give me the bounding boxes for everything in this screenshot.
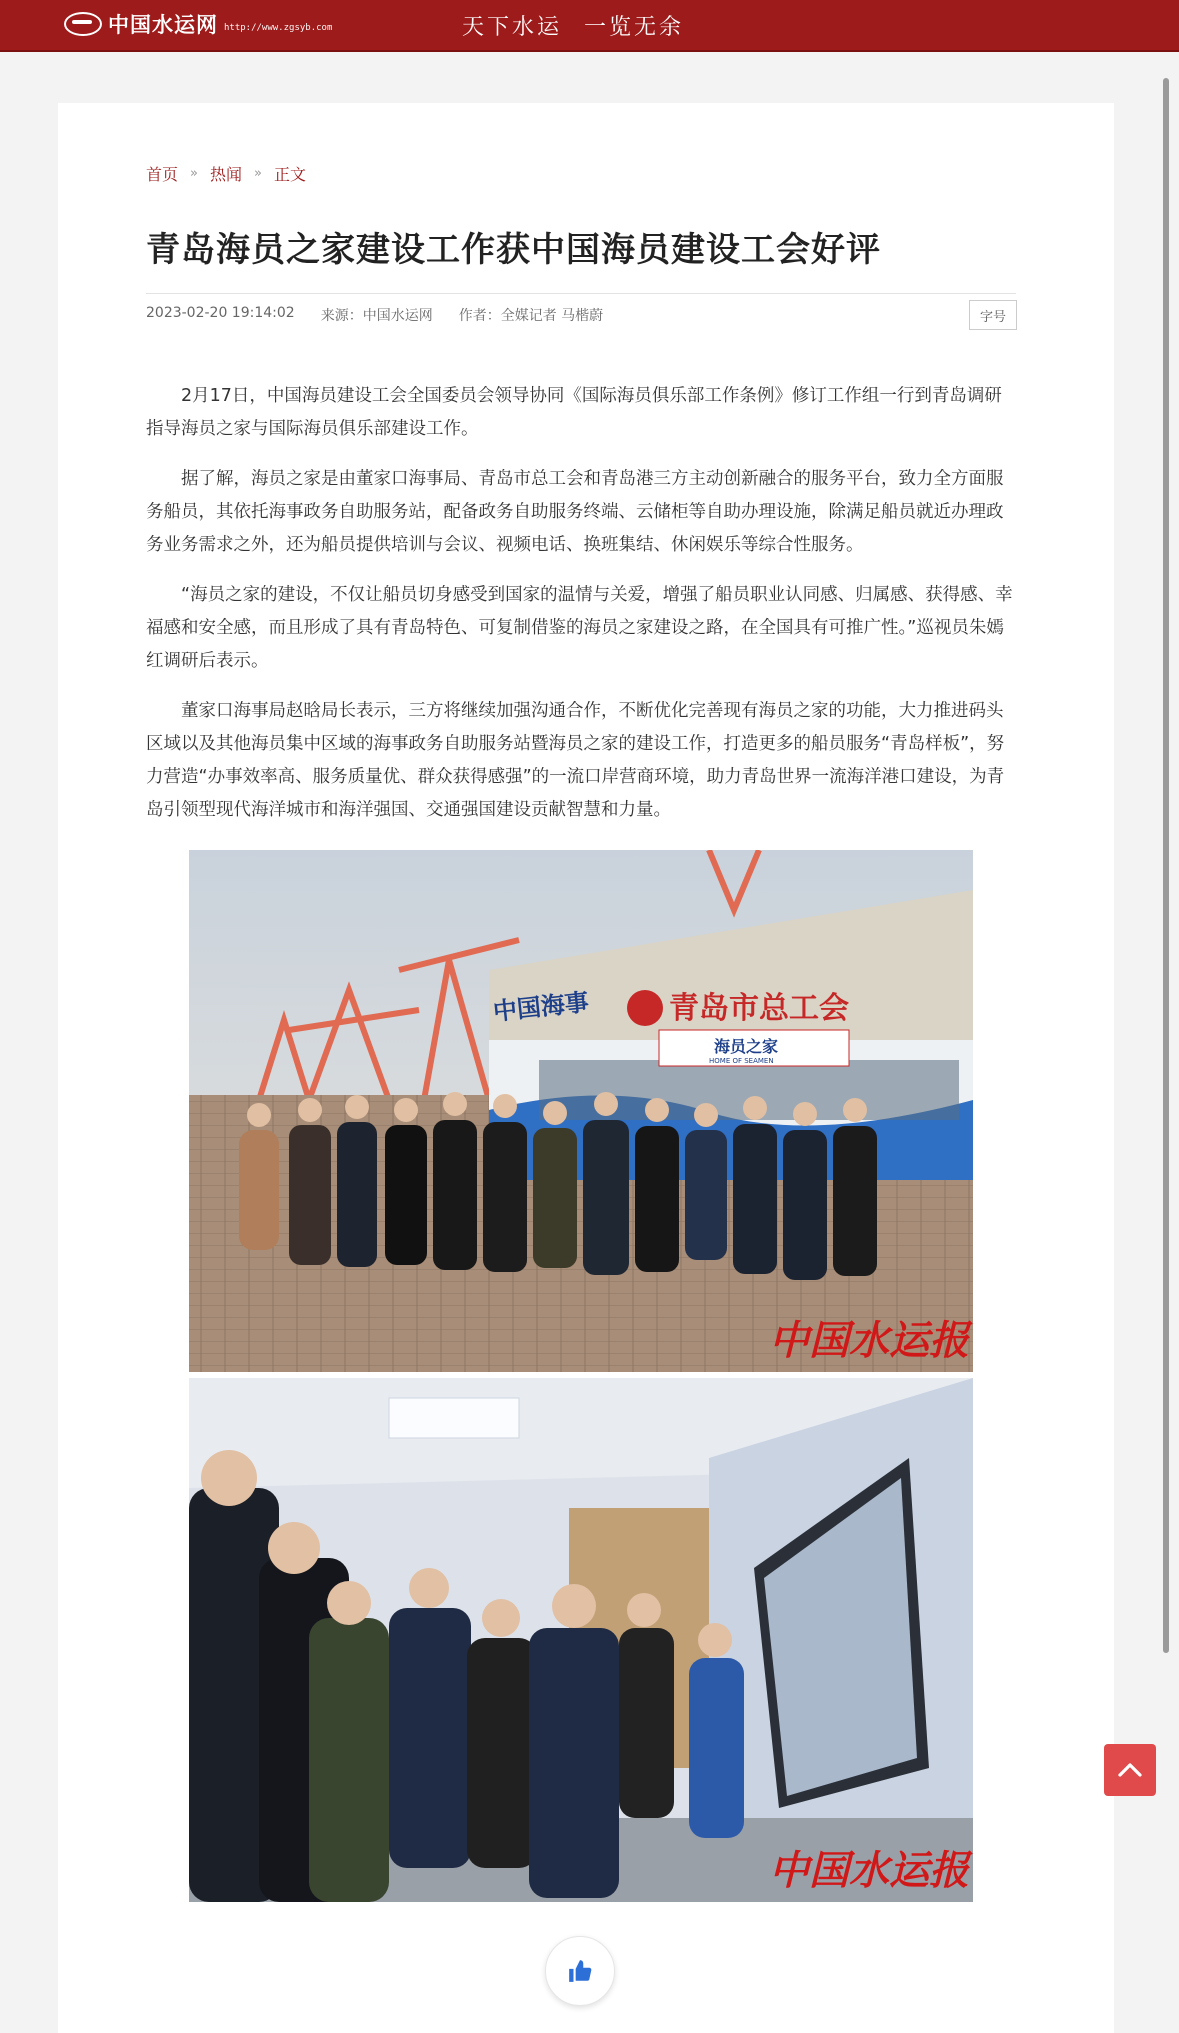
article-photo-indoor — [189, 1378, 973, 1902]
logo-url: http://www.zgsyb.com — [224, 23, 333, 33]
article-title: 青岛海员之家建设工作获中国海员建设工会好评 — [146, 230, 881, 270]
breadcrumb-home[interactable]: 首页 — [146, 165, 179, 184]
article-paragraph: “海员之家的建设，不仅让船员切身感受到国家的温情与关爱，增强了船员职业认同感、归属感、获得感、幸福感和安全感，而且形成了具有青岛特色、可复制借鉴的海员之家建设之路，在全国具有可推广性。”巡视员朱嫣红调研后表示。 — [146, 585, 1013, 671]
breadcrumb-separator: » — [190, 166, 198, 181]
article-paragraph: 2月17日，中国海员建设工会全国委员会领导协同《国际海员俱乐部工作条例》修订工作组一行到青岛调研指导海员之家与国际海员俱乐部建设工作。 — [146, 386, 1002, 439]
page-scrollbar[interactable] — [1163, 78, 1169, 1653]
chevron-up-icon — [1115, 1755, 1145, 1785]
article-paragraph: 董家口海事局赵晗局长表示，三方将继续加强沟通合作，不断优化完善现有海员之家的功能，大力推进码头区域以及其他海员集中区域的海事政务自助服务站暨海员之家的建设工作，打造更多的船员服务“青岛样板”，努力营造“办事效率高、服务质量优、群众获得感强”的一流口岸营商环境，助力青岛世界一流海洋港口建设，为青岛引领型现代海洋城市和海洋强国、交通强国建设贡献智慧和力量。 — [146, 701, 1005, 820]
site-header — [0, 0, 1179, 52]
slogan-part-2: 一览无余 — [584, 15, 685, 40]
slogan-part-1: 天下水运 — [462, 15, 563, 40]
thumbs-up-icon — [567, 1958, 593, 1984]
building-sign: HOME OF SEAMEN — [709, 1057, 774, 1065]
logo-icon — [64, 12, 102, 36]
article-meta — [146, 305, 629, 325]
site-logo[interactable] — [64, 8, 332, 40]
breadcrumb — [146, 162, 306, 185]
site-slogan — [462, 10, 706, 41]
article-photo-group — [189, 850, 973, 1372]
building-sign: 海员之家 — [714, 1037, 779, 1056]
article-body — [146, 380, 1016, 844]
building-sign: 中国海事 — [491, 987, 591, 1026]
breadcrumb-separator: » — [254, 166, 262, 181]
like-button[interactable] — [545, 1936, 615, 2006]
article-datetime: 2023-02-20 19:14:02 — [146, 305, 295, 321]
article-author: 作者：全媒记者 马楷蔚 — [458, 308, 604, 324]
meta-divider — [146, 293, 1016, 294]
article-source: 来源：中国水运网 — [320, 308, 433, 324]
photo-watermark: 中国水运报 — [769, 1317, 969, 1364]
font-size-button[interactable]: 字号 — [969, 300, 1017, 330]
photo-watermark: 中国水运报 — [769, 1847, 969, 1894]
back-to-top-button[interactable] — [1104, 1744, 1156, 1796]
breadcrumb-section[interactable]: 热闻 — [209, 165, 242, 184]
building-sign: 青岛市总工会 — [669, 991, 849, 1026]
breadcrumb-current[interactable]: 正文 — [273, 165, 306, 184]
article-paragraph: 据了解，海员之家是由董家口海事局、青岛市总工会和青岛港三方主动创新融合的服务平台，致力全方面服务船员，其依托海事政务自助服务站，配备政务自助服务终端、云储柜等自助办理设施，除满足船员就近办理政务业务需求之外，还为船员提供培训与会议、视频电话、换班集结、休闲娱乐等综合性服务。 — [146, 469, 1004, 555]
logo-name: 中国水运网 — [108, 12, 218, 37]
